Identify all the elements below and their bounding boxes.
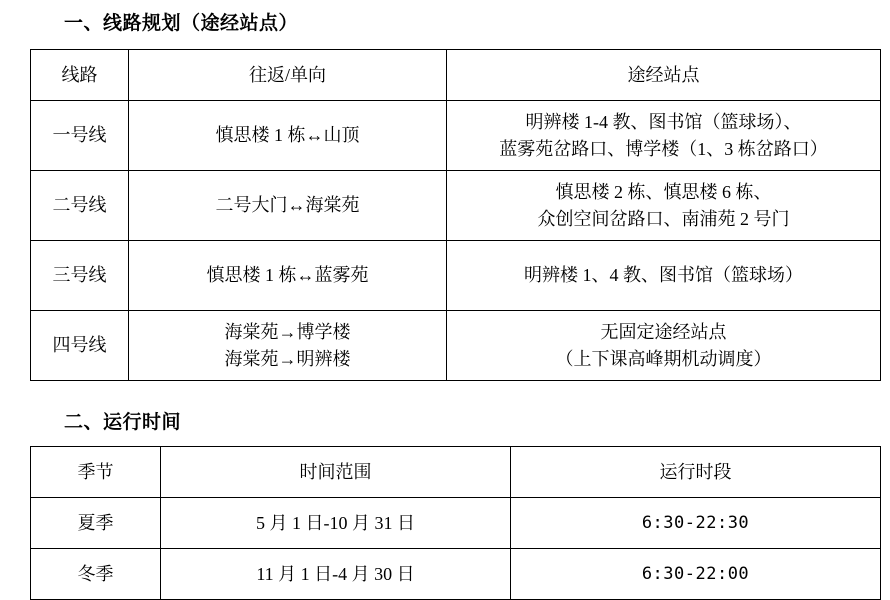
cell-route-name: 一号线: [31, 101, 129, 171]
table-row: [31, 101, 881, 171]
cell-route-name: 四号线: [31, 311, 129, 381]
stops-line: 明辨楼 1、4 教、图书馆（篮球场）: [524, 265, 803, 286]
table-row: [31, 549, 881, 600]
cell-route-stops: [447, 171, 881, 241]
cell-date-range: 5 月 1 日-10 月 31 日: [161, 498, 511, 549]
direction-line: 二号大门↔海棠苑: [215, 195, 360, 216]
cell-route-direction: [129, 311, 447, 381]
page-title-operating-hours: 二、运行时间: [64, 411, 182, 433]
column-header-season: 季节: [31, 447, 161, 498]
cell-date-range: 11 月 1 日-4 月 30 日: [161, 549, 511, 600]
cell-route-stops: [447, 101, 881, 171]
column-header-date-range: 时间范围: [161, 447, 511, 498]
column-header-service-hours: 运行时段: [511, 447, 881, 498]
cell-route-stops: [447, 241, 881, 311]
direction-line: 海棠苑→博学楼: [224, 322, 351, 343]
direction-line: 海棠苑→明辨楼: [224, 348, 351, 369]
operating-hours-table: [30, 446, 881, 600]
stops-line: 众创空间岔路口、南浦苑 2 号门: [537, 208, 790, 229]
cell-route-name: 三号线: [31, 241, 129, 311]
cell-service-hours: 6:30-22:00: [511, 549, 881, 600]
direction-line: 慎思楼 1 栋↔山顶: [215, 125, 360, 146]
cell-route-name: 二号线: [31, 171, 129, 241]
cell-service-hours: 6:30-22:30: [511, 498, 881, 549]
stops-line: （上下课高峰期机动调度）: [555, 348, 772, 369]
table-row: [31, 311, 881, 381]
stops-line: 无固定途经站点: [600, 322, 727, 343]
table-row: [31, 241, 881, 311]
cell-route-direction: [129, 101, 447, 171]
table-row: [31, 171, 881, 241]
stops-line: 慎思楼 2 栋、慎思楼 6 栋、: [555, 182, 772, 203]
column-header-direction: 往返/单向: [129, 50, 447, 101]
column-header-stops: 途经站点: [447, 50, 881, 101]
cell-route-stops: [447, 311, 881, 381]
stops-line: 蓝雾苑岔路口、博学楼（1、3 栋岔路口）: [499, 138, 828, 159]
route-planning-table: [30, 49, 881, 381]
cell-route-direction: [129, 241, 447, 311]
table-row: [31, 498, 881, 549]
column-header-route: 线路: [31, 50, 129, 101]
cell-route-direction: [129, 171, 447, 241]
cell-season: 夏季: [31, 498, 161, 549]
table-header-row: [31, 447, 881, 498]
page-title-route-planning: 一、线路规划（途经站点）: [64, 12, 299, 34]
cell-season: 冬季: [31, 549, 161, 600]
table-header-row: [31, 50, 881, 101]
direction-line: 慎思楼 1 栋↔蓝雾苑: [206, 265, 369, 286]
stops-line: 明辨楼 1-4 教、图书馆（篮球场）、: [525, 112, 802, 133]
